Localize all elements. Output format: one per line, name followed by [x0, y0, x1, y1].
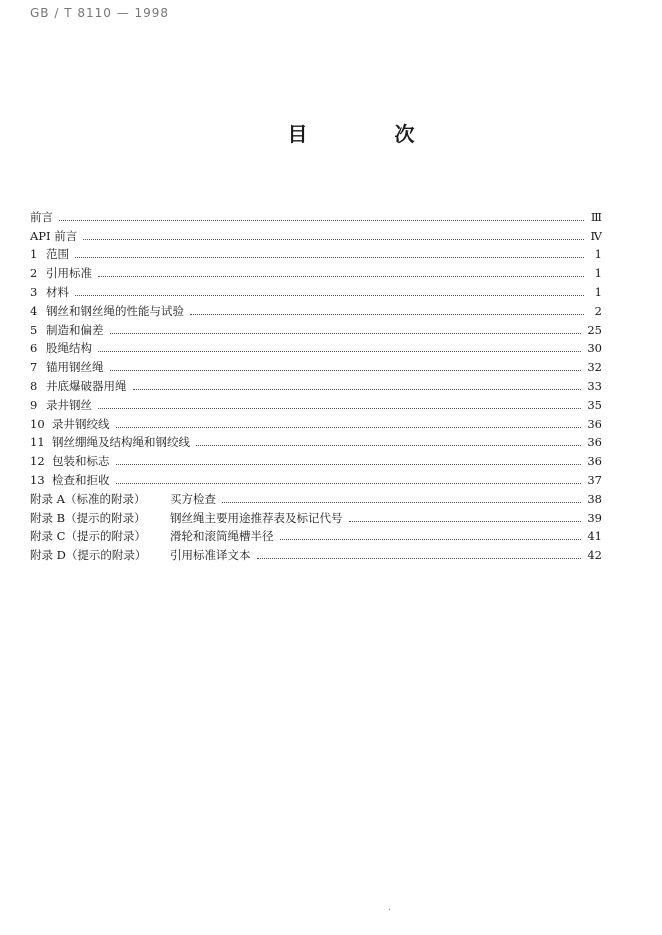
dot-leader — [280, 539, 582, 540]
dot-leader — [98, 276, 584, 277]
table-of-contents — [30, 205, 602, 562]
toc-entry[interactable] — [30, 393, 602, 412]
toc-page-number: 36 — [587, 416, 602, 431]
toc-entry[interactable] — [30, 412, 602, 431]
toc-entry-label-group — [30, 247, 69, 261]
toc-entry-title: 录井钢丝 — [46, 397, 92, 412]
toc-entry-title: 包装和标志 — [52, 454, 110, 469]
toc-entry[interactable] — [30, 261, 602, 280]
toc-entry[interactable] — [30, 280, 602, 299]
dot-leader — [116, 483, 582, 484]
dot-leader — [59, 220, 584, 221]
scan-speck: · — [388, 905, 392, 916]
toc-entry-number: 13 — [30, 472, 45, 487]
toc-entry-title: 钢丝和钢丝绳的性能与试验 — [46, 303, 184, 318]
toc-entry-label-group — [30, 435, 190, 449]
toc-entry-label-group — [30, 285, 69, 299]
toc-entry[interactable] — [30, 374, 602, 393]
toc-entry[interactable] — [30, 525, 602, 544]
toc-entry[interactable] — [30, 205, 602, 224]
toc-entry[interactable] — [30, 431, 602, 450]
toc-entry-title: 引用标准 — [46, 266, 92, 281]
toc-entry-label-group — [30, 417, 110, 431]
toc-entry-label-group — [30, 454, 110, 468]
toc-entry-title: 钢丝绳主要用途推荐表及标记代号 — [170, 510, 343, 525]
dot-leader — [98, 351, 581, 352]
toc-entry-title: 井底爆破器用绳 — [46, 378, 127, 393]
toc-entry-label-group — [30, 548, 251, 562]
toc-entry-label-group — [30, 266, 92, 280]
toc-page-number: 1 — [594, 266, 602, 281]
toc-entry-label-group — [30, 323, 104, 337]
toc-entry[interactable] — [30, 506, 602, 525]
toc-entry-title: 锚用钢丝绳 — [46, 360, 104, 375]
toc-entry[interactable] — [30, 318, 602, 337]
toc-entry-label-group — [30, 360, 104, 374]
toc-entry-label-group — [30, 492, 216, 506]
dot-leader — [75, 257, 584, 258]
dot-leader — [116, 427, 582, 428]
toc-entry-number: 10 — [30, 416, 45, 431]
dot-leader — [133, 389, 582, 390]
toc-entry[interactable] — [30, 543, 602, 562]
toc-page-number: 2 — [594, 303, 602, 318]
toc-entry-number: 7 — [30, 360, 38, 375]
toc-entry-title: 引用标准译文本 — [170, 548, 251, 563]
toc-page-number: 33 — [587, 378, 602, 393]
toc-entry-title: 股绳结构 — [46, 341, 92, 356]
dot-leader — [196, 445, 581, 446]
toc-entry-title: 检查和拒收 — [52, 472, 110, 487]
toc-page-number: Ⅳ — [590, 228, 602, 243]
toc-page-number: 39 — [587, 510, 602, 525]
dot-leader — [349, 521, 582, 522]
toc-entry-title: 制造和偏差 — [46, 322, 104, 337]
toc-entry[interactable] — [30, 224, 602, 243]
toc-page-number: 25 — [587, 322, 602, 337]
toc-entry[interactable] — [30, 468, 602, 487]
toc-entry-label-group — [30, 341, 92, 355]
toc-page-number: 36 — [587, 454, 602, 469]
toc-entry-title: 范围 — [46, 247, 69, 262]
toc-entry-label-group — [30, 473, 110, 487]
toc-page-number: 37 — [587, 472, 602, 487]
page-title: 目 次 — [287, 122, 455, 146]
toc-entry[interactable] — [30, 243, 602, 262]
toc-entry[interactable] — [30, 487, 602, 506]
toc-entry-title: 前言 — [30, 209, 53, 224]
toc-entry-label-group — [30, 511, 343, 525]
toc-entry-number: 3 — [30, 284, 38, 299]
dot-leader — [222, 502, 581, 503]
toc-page-number: 1 — [594, 247, 602, 262]
toc-entry-number: 2 — [30, 266, 38, 281]
toc-entry-number: 8 — [30, 378, 38, 393]
toc-entry-number: 11 — [30, 435, 45, 450]
toc-page-number: 42 — [587, 548, 602, 563]
toc-entry-label-group — [30, 379, 127, 393]
toc-entry-label-group — [30, 229, 77, 243]
toc-page-number: 41 — [587, 529, 602, 544]
toc-page-number: Ⅲ — [590, 209, 602, 224]
toc-entry-title: 买方检查 — [170, 491, 216, 506]
toc-appendix-label: 附录 A（标准的附录） — [30, 491, 146, 506]
toc-entry-label-group — [30, 529, 274, 543]
dot-leader — [83, 239, 584, 240]
dot-leader — [190, 314, 584, 315]
toc-page-number: 32 — [587, 360, 602, 375]
dot-leader — [110, 333, 582, 334]
toc-entry-title: API 前言 — [30, 228, 78, 243]
toc-appendix-label: 附录 C（提示的附录） — [30, 529, 146, 544]
dot-leader — [75, 295, 584, 296]
dot-leader — [98, 408, 581, 409]
toc-entry-number: 5 — [30, 322, 38, 337]
toc-entry-title: 材料 — [46, 284, 69, 299]
toc-entry[interactable] — [30, 449, 602, 468]
toc-entry-number: 6 — [30, 341, 38, 356]
toc-appendix-label: 附录 B（提示的附录） — [30, 510, 146, 525]
toc-entry[interactable] — [30, 299, 602, 318]
toc-entry[interactable] — [30, 355, 602, 374]
toc-entry-label-group — [30, 210, 53, 224]
toc-entry[interactable] — [30, 337, 602, 356]
toc-page-number: 36 — [587, 435, 602, 450]
dot-leader — [110, 370, 582, 371]
dot-leader — [116, 464, 582, 465]
toc-appendix-label: 附录 D（提示的附录） — [30, 548, 147, 563]
standard-number-header: GB / T 8110 — 1998 — [30, 6, 170, 20]
toc-page-number: 35 — [587, 397, 602, 412]
toc-entry-title: 钢丝绷绳及结构绳和钢绞线 — [52, 435, 190, 450]
dot-leader — [257, 558, 582, 559]
toc-entry-number: 9 — [30, 397, 38, 412]
toc-entry-number: 4 — [30, 303, 38, 318]
toc-entry-number: 12 — [30, 454, 45, 469]
toc-entry-number: 1 — [30, 247, 38, 262]
toc-entry-label-group — [30, 398, 92, 412]
toc-entry-title: 滑轮和滚筒绳槽半径 — [170, 529, 274, 544]
toc-entry-title: 录井钢绞线 — [52, 416, 110, 431]
toc-page-number: 38 — [587, 491, 602, 506]
toc-page-number: 30 — [587, 341, 602, 356]
toc-page-number: 1 — [594, 284, 602, 299]
toc-entry-label-group — [30, 304, 184, 318]
